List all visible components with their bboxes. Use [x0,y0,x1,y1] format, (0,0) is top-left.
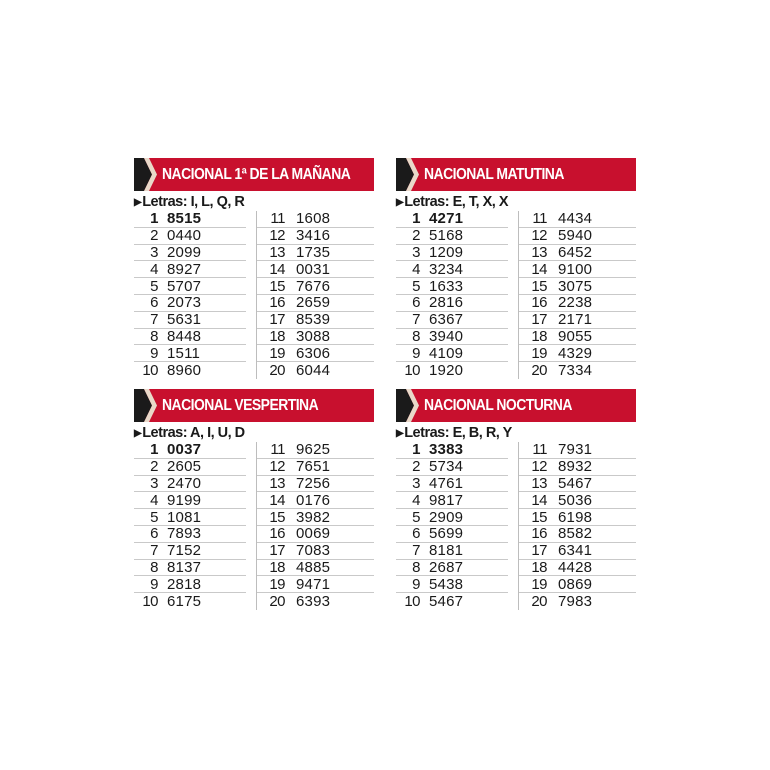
result-position: 18 [269,558,285,576]
result-row [257,509,374,526]
panel-nacional-nocturna [396,389,636,610]
result-position: 18 [531,327,547,345]
result-row [519,295,636,312]
result-position: 16 [531,294,547,312]
result-row [396,278,508,295]
result-row [396,576,508,593]
result-position: 3 [150,475,158,492]
result-number: 4428 [558,558,593,576]
results-column-right [518,211,636,379]
result-position: 2 [412,227,420,245]
result-position: 7 [150,311,158,329]
results-column-left [134,442,246,610]
result-position: 15 [269,277,285,295]
result-position: 10 [404,362,420,380]
result-position: 10 [142,593,158,611]
result-number: 2238 [558,294,593,312]
result-position: 19 [531,575,547,593]
result-position: 20 [531,593,547,611]
result-row [519,560,636,577]
result-number: 3416 [296,227,331,245]
result-number: 2470 [167,475,202,492]
result-number: 4434 [558,210,593,228]
result-position: 12 [531,227,547,245]
result-number: 5707 [167,277,202,295]
result-number: 9625 [296,441,331,459]
result-position: 9 [412,575,420,593]
result-number: 8539 [296,311,331,329]
chevron-icon [396,158,420,191]
result-row [519,593,636,610]
result-position: 19 [531,344,547,362]
panel-header [396,158,636,191]
result-number: 3088 [296,327,331,345]
result-position: 4 [412,491,420,509]
result-number: 6306 [296,344,331,362]
panel-header [134,158,374,191]
results-grid [396,442,636,610]
result-number: 4271 [429,210,464,228]
result-number: 4885 [296,558,331,576]
results-grid [396,211,636,379]
arrow-right-icon: ▶ [134,427,142,439]
result-row [396,543,508,560]
result-position: 7 [412,542,420,560]
result-row [396,476,508,493]
result-position: 14 [531,491,547,509]
result-number: 3234 [429,260,464,278]
result-number: 2909 [429,508,464,526]
result-position: 2 [412,458,420,476]
result-row [519,543,636,560]
result-number: 7893 [167,525,202,543]
result-position: 4 [150,260,158,278]
result-number: 1633 [429,277,464,295]
result-number: 5438 [429,575,464,593]
result-number: 6341 [558,542,593,560]
panel-header [396,389,636,422]
results-grid [134,442,374,610]
result-position: 5 [412,277,420,295]
result-number: 1081 [167,508,202,526]
result-number: 2816 [429,294,464,312]
result-position: 17 [531,542,547,560]
result-number: 0176 [296,491,331,509]
result-number: 0031 [296,260,331,278]
result-number: 2099 [167,244,202,261]
result-number: 5734 [429,458,464,476]
result-row [257,543,374,560]
result-position: 15 [531,277,547,295]
result-row [396,228,508,245]
result-number: 4761 [429,475,464,492]
results-grid [134,211,374,379]
result-row [257,345,374,362]
result-row [519,278,636,295]
result-row [257,312,374,329]
result-row [396,593,508,610]
result-number: 8515 [167,210,202,228]
result-position: 13 [269,475,285,492]
result-number: 7931 [558,441,593,459]
result-row [134,228,246,245]
result-position: 10 [404,593,420,611]
result-number: 8137 [167,558,202,576]
result-position: 16 [269,294,285,312]
result-number: 0869 [558,575,593,593]
result-position: 8 [150,327,158,345]
result-row [519,211,636,228]
result-number: 7083 [296,542,331,560]
result-position: 6 [412,525,420,543]
result-number: 1920 [429,362,464,380]
result-number: 1511 [167,344,201,362]
chevron-icon [134,158,158,191]
result-row [396,329,508,346]
result-row [257,442,374,459]
result-position: 18 [531,558,547,576]
result-row [396,459,508,476]
result-number: 1209 [429,244,464,261]
result-number: 9471 [296,575,331,593]
result-number: 8960 [167,362,202,380]
result-position: 11 [532,210,547,228]
result-row [257,492,374,509]
arrow-right-icon: ▶ [396,427,404,439]
result-number: 3383 [429,441,464,459]
result-row [257,245,374,262]
result-position: 18 [269,327,285,345]
result-row [134,442,246,459]
result-row [134,526,246,543]
result-number: 9817 [429,491,464,509]
result-number: 7651 [296,458,331,476]
result-position: 15 [269,508,285,526]
result-position: 16 [531,525,547,543]
chevron-icon [134,389,158,422]
result-position: 11 [270,210,285,228]
result-position: 19 [269,344,285,362]
result-number: 6393 [296,593,331,611]
result-row [134,476,246,493]
letras-line [396,193,636,211]
result-row [519,442,636,459]
result-row [134,245,246,262]
panel-nacional-matutina [396,158,636,379]
result-row [257,329,374,346]
letras-text: Letras: E, T, X, X [404,194,509,210]
result-position: 14 [531,260,547,278]
result-position: 5 [150,277,158,295]
result-row [519,245,636,262]
results-column-left [396,442,508,610]
result-number: 7256 [296,475,331,492]
result-position: 1 [412,210,420,228]
result-row [134,593,246,610]
panel-title: NACIONAL VESPERTINA [162,396,319,414]
result-position: 20 [531,362,547,380]
result-position: 13 [531,244,547,261]
result-number: 2818 [167,575,202,593]
result-row [134,576,246,593]
result-row [134,543,246,560]
result-position: 5 [412,508,420,526]
result-position: 2 [150,458,158,476]
result-number: 1608 [296,210,331,228]
result-position: 8 [412,558,420,576]
letras-text: Letras: A, I, U, D [142,425,245,441]
result-row [134,459,246,476]
result-row [396,362,508,379]
result-row [134,261,246,278]
result-row [257,593,374,610]
results-column-left [134,211,246,379]
result-row [257,576,374,593]
result-number: 2171 [558,311,593,329]
results-column-right [256,442,374,610]
result-row [134,560,246,577]
result-position: 8 [150,558,158,576]
result-row [257,228,374,245]
result-number: 6452 [558,244,593,261]
result-row [134,278,246,295]
result-number: 3940 [429,327,464,345]
result-position: 17 [269,542,285,560]
result-row [257,362,374,379]
panel-nacional-vespertina [134,389,374,610]
results-column-right [518,442,636,610]
result-row [396,211,508,228]
result-row [257,560,374,577]
result-row [396,526,508,543]
result-number: 5467 [558,475,593,492]
result-number: 2687 [429,558,464,576]
result-position: 4 [412,260,420,278]
result-position: 10 [142,362,158,380]
result-row [134,312,246,329]
result-number: 5699 [429,525,464,543]
result-row [519,362,636,379]
result-position: 12 [269,227,285,245]
result-position: 15 [531,508,547,526]
result-number: 5940 [558,227,593,245]
result-row [257,261,374,278]
result-position: 12 [269,458,285,476]
result-position: 20 [269,362,285,380]
result-number: 7676 [296,277,331,295]
result-row [134,329,246,346]
result-number: 3075 [558,277,593,295]
result-position: 6 [150,525,158,543]
result-row [396,560,508,577]
result-row [519,526,636,543]
result-position: 19 [269,575,285,593]
result-row [519,509,636,526]
result-position: 9 [150,575,158,593]
letras-text: Letras: I, L, Q, R [142,194,245,210]
result-row [134,492,246,509]
result-position: 3 [150,244,158,261]
result-row [396,261,508,278]
results-column-left [396,211,508,379]
result-position: 7 [412,311,420,329]
result-number: 4109 [429,344,464,362]
result-position: 6 [412,294,420,312]
result-row [519,228,636,245]
result-row [396,245,508,262]
result-row [519,312,636,329]
result-row [519,261,636,278]
result-row [396,295,508,312]
result-position: 16 [269,525,285,543]
panel-header [134,389,374,422]
result-position: 11 [532,441,547,459]
result-number: 4329 [558,344,593,362]
result-number: 2605 [167,458,202,476]
result-row [519,459,636,476]
result-position: 12 [531,458,547,476]
result-row [257,476,374,493]
result-row [396,492,508,509]
result-row [519,576,636,593]
result-position: 7 [150,542,158,560]
letras-line [396,424,636,442]
result-position: 3 [412,475,420,492]
letras-text: Letras: E, B, R, Y [404,425,512,441]
result-number: 7334 [558,362,593,380]
result-number: 8927 [167,260,202,278]
result-row [257,526,374,543]
result-number: 8932 [558,458,593,476]
result-position: 4 [150,491,158,509]
result-row [134,211,246,228]
result-row [396,312,508,329]
result-position: 8 [412,327,420,345]
result-position: 20 [269,593,285,611]
result-position: 14 [269,491,285,509]
result-position: 14 [269,260,285,278]
result-number: 9100 [558,260,593,278]
result-row [257,211,374,228]
result-number: 7983 [558,593,593,611]
result-position: 9 [412,344,420,362]
result-position: 1 [412,441,420,459]
letras-line [134,193,374,211]
result-number: 3982 [296,508,331,526]
result-position: 1 [150,441,158,459]
chevron-icon [396,389,420,422]
letras-line [134,424,374,442]
result-position: 1 [150,210,158,228]
result-number: 6044 [296,362,331,380]
panel-title: NACIONAL NOCTURNA [424,396,572,414]
result-number: 1735 [296,244,331,261]
result-row [134,345,246,362]
result-position: 9 [150,344,158,362]
result-position: 3 [412,244,420,261]
result-number: 8181 [429,542,464,560]
result-row [396,345,508,362]
result-position: 17 [531,311,547,329]
arrow-right-icon: ▶ [134,196,142,208]
result-number: 2659 [296,294,331,312]
result-position: 17 [269,311,285,329]
result-row [519,329,636,346]
result-row [134,509,246,526]
result-number: 0069 [296,525,331,543]
result-position: 6 [150,294,158,312]
result-number: 7152 [167,542,202,560]
result-number: 8448 [167,327,202,345]
result-row [396,509,508,526]
result-row [134,362,246,379]
panel-title: NACIONAL MATUTINA [424,165,564,183]
result-number: 5168 [429,227,464,245]
result-number: 6198 [558,508,593,526]
panel-nacional-primera-manana [134,158,374,379]
result-number: 0440 [167,227,202,245]
result-row [257,295,374,312]
panel-title: NACIONAL 1ª DE LA MAÑANA [162,165,351,183]
result-number: 8582 [558,525,593,543]
result-number: 6175 [167,593,202,611]
result-number: 0037 [167,441,202,459]
result-position: 13 [269,244,285,261]
result-number: 9055 [558,327,593,345]
result-number: 2073 [167,294,202,312]
arrow-right-icon: ▶ [396,196,404,208]
result-position: 5 [150,508,158,526]
result-row [257,459,374,476]
result-number: 5467 [429,593,464,611]
result-position: 13 [531,475,547,492]
result-row [519,345,636,362]
result-position: 2 [150,227,158,245]
result-row [519,476,636,493]
result-row [134,295,246,312]
result-row [396,442,508,459]
result-number: 5036 [558,491,593,509]
result-number: 6367 [429,311,464,329]
result-row [257,278,374,295]
result-number: 9199 [167,491,202,509]
result-row [519,492,636,509]
results-column-right [256,211,374,379]
result-position: 11 [270,441,285,459]
result-number: 5631 [167,311,202,329]
